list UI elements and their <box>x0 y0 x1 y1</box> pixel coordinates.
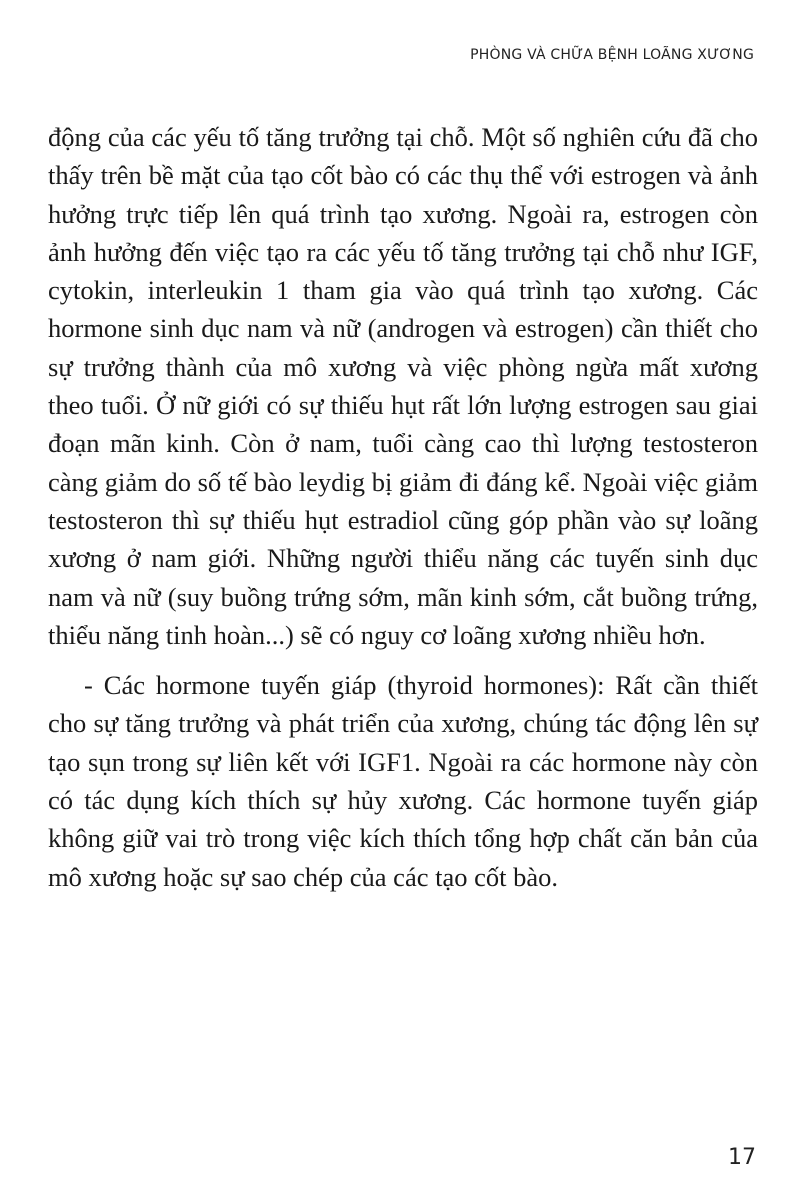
running-header: PHÒNG VÀ CHỮA BỆNH LOÃNG XƯƠNG <box>470 47 754 63</box>
paragraph-estrogen: động của các yếu tố tăng trưởng tại chỗ. Một số nghiên cứu đã cho thấy trên bề mặt của tạo cốt bào có các thụ thể với estrogen và ảnh hưởng trực tiếp lên quá trình tạo xương. Ngoài ra, estrogen còn ảnh hưởng đến việc tạo ra các yếu tố tăng trưởng tại chỗ như IGF, cytokin, interleukin 1 tham gia vào quá trình tạo xương. Các hormone sinh dục nam và nữ (androgen và estrogen) cần thiết cho sự trưởng thành của mô xương và việc phòng ngừa mất xương theo tuổi. Ở nữ giới có sự thiếu hụt rất lớn lượng estrogen sau giai đoạn mãn kinh. Còn ở nam, tuổi càng cao thì lượng testosteron càng giảm do số tế bào leydig bị giảm đi đáng kể. Ngoài việc giảm testosteron thì sự thiếu hụt estradiol cũng góp phần vào sự loãng xương ở nam giới. Những người thiểu năng các tuyến sinh dục nam và nữ (suy buồng trứng sớm, mãn kinh sớm, cắt buồng trứng, thiểu năng tinh hoàn...) sẽ có nguy cơ loãng xương nhiều hơn. <box>48 122 758 650</box>
paragraph-thyroid: - Các hormone tuyến giáp (thyroid hormones): Rất cần thiết cho sự tăng trưởng và phát triển của xương, chúng tác động lên sự tạo sụn trong sự liên kết với IGF1. Ngoài ra các hormone này còn có tác dụng kích thích sự hủy xương. Các hormone tuyến giáp không giữ vai trò trong việc kích thích tổng hợp chất căn bản của mô xương hoặc sự sao chép của các tạo cốt bào. <box>48 670 758 892</box>
page-number: 17 <box>728 1145 756 1170</box>
body-text <box>48 118 758 896</box>
